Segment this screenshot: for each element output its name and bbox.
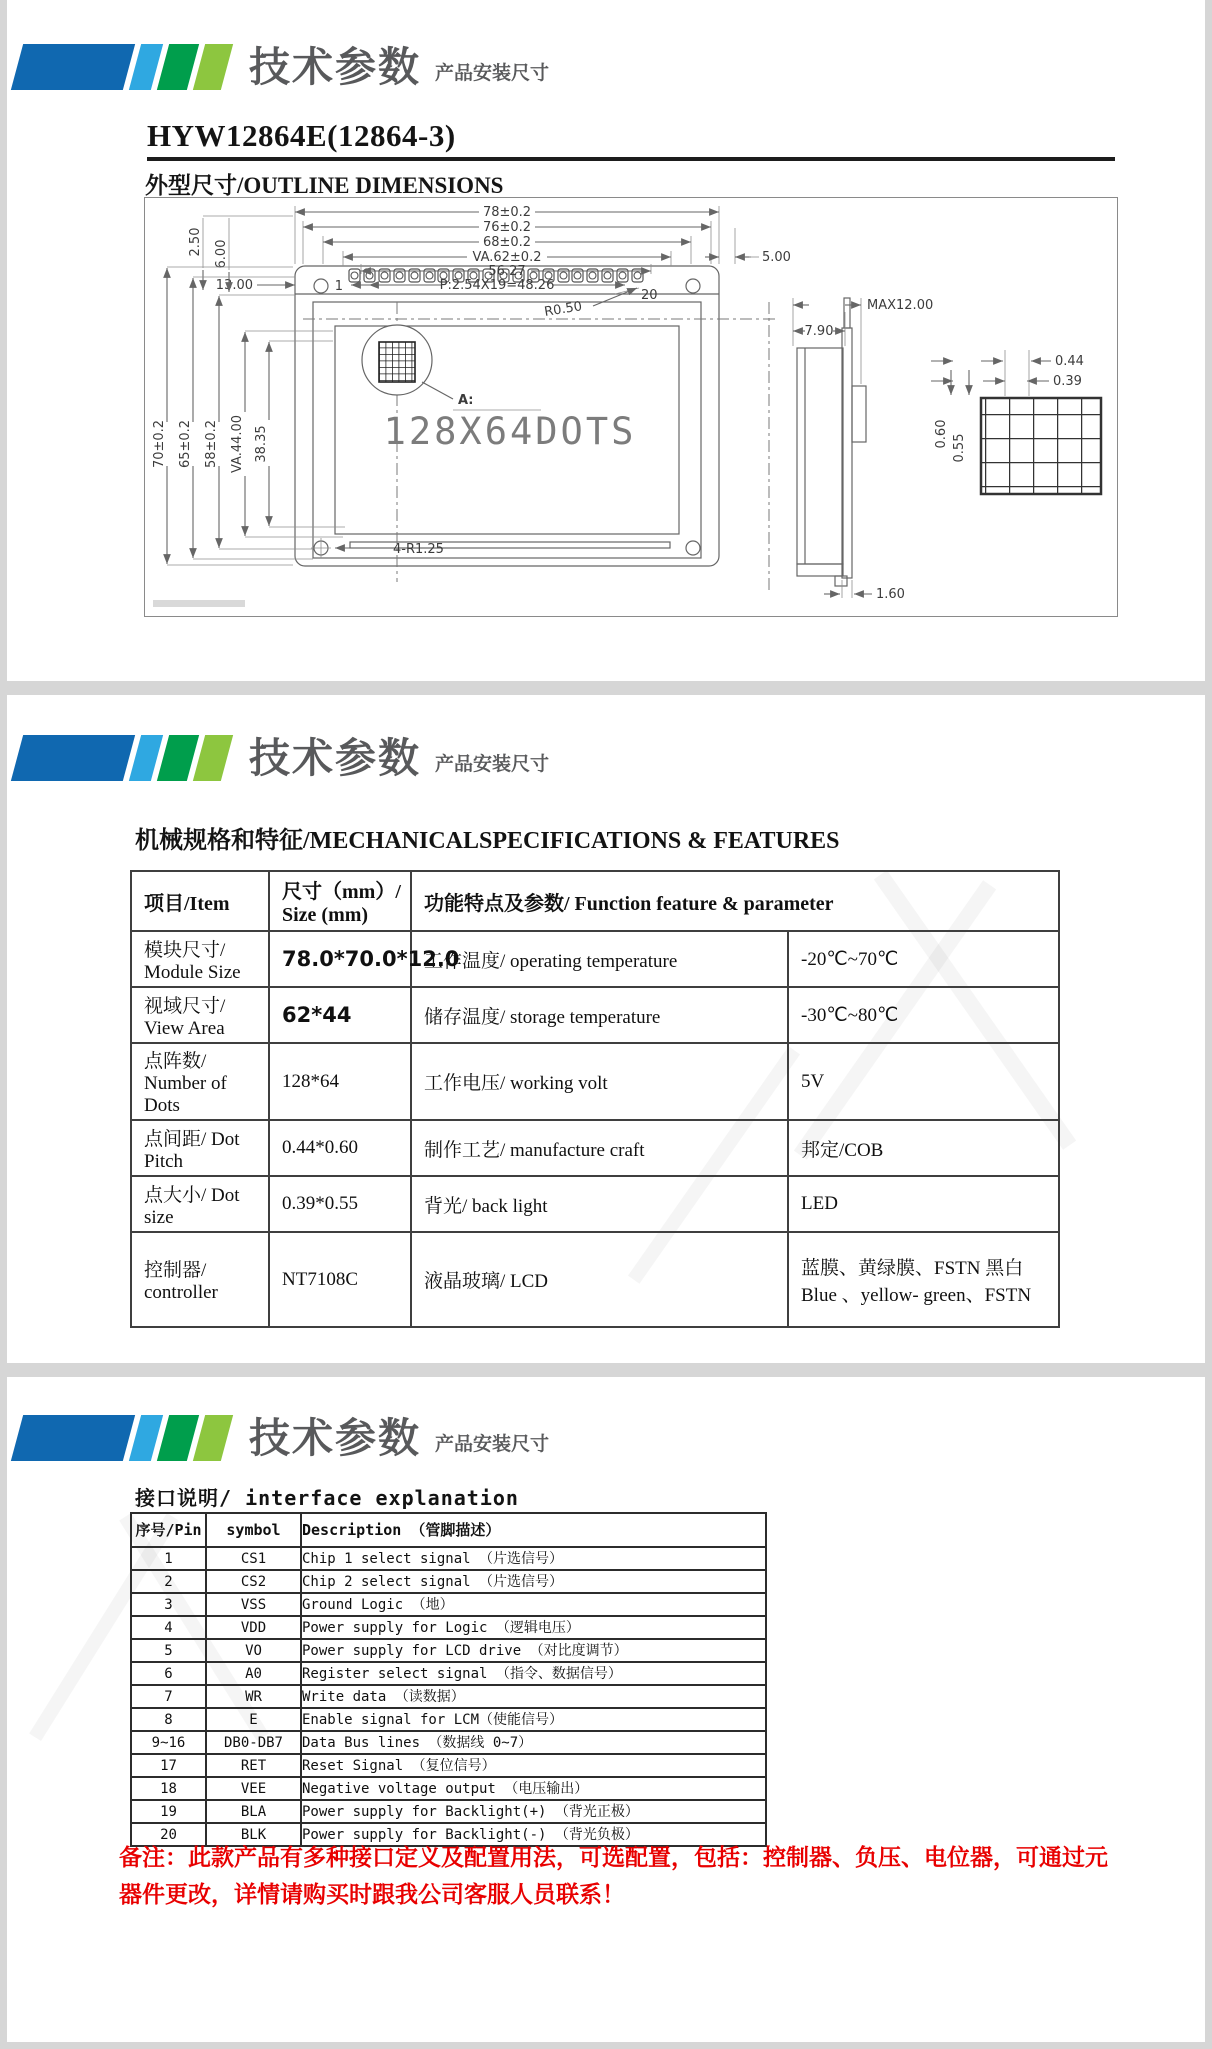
dim-600: 6.00 bbox=[214, 239, 229, 269]
dim-70: 70±0.2 bbox=[152, 419, 167, 469]
feature-cell: 背光/ back light bbox=[411, 1176, 788, 1232]
header-symbol: symbol bbox=[206, 1513, 301, 1547]
dim-250: 2.50 bbox=[188, 227, 203, 257]
symbol-cell: VO bbox=[206, 1639, 301, 1662]
table-row bbox=[131, 1547, 766, 1570]
table-row bbox=[131, 1662, 766, 1685]
pin-cell: 19 bbox=[131, 1800, 206, 1823]
banner-title: 技术参数 bbox=[249, 1415, 421, 1461]
desc-cell: Reset Signal （复位信号） bbox=[301, 1754, 766, 1777]
table-row bbox=[131, 1120, 1059, 1176]
desc-cell: Ground Logic （地） bbox=[301, 1593, 766, 1616]
table-row bbox=[131, 1754, 766, 1777]
table-row bbox=[131, 1176, 1059, 1232]
header-item: 项目/Item bbox=[131, 871, 269, 931]
mount-hole-icon bbox=[686, 541, 700, 555]
size-cell: 62*44 bbox=[269, 987, 411, 1043]
title-rule bbox=[147, 157, 1115, 161]
banner-subtitle: 产品安装尺寸 bbox=[435, 1434, 550, 1455]
table-row bbox=[131, 1800, 766, 1823]
spec-table bbox=[130, 870, 1060, 1328]
technical-drawing bbox=[145, 198, 1115, 614]
table-row bbox=[131, 1570, 766, 1593]
item-cell: 点阵数/ Number of Dots bbox=[131, 1043, 269, 1120]
detail-a bbox=[362, 325, 541, 410]
value-cell bbox=[788, 1232, 1059, 1327]
pin-cell: 2 bbox=[131, 1570, 206, 1593]
dot-grid-detail bbox=[931, 350, 1101, 494]
symbol-cell: A0 bbox=[206, 1662, 301, 1685]
top-dimensions bbox=[216, 205, 791, 293]
pin-1-label: 1 bbox=[334, 279, 343, 294]
pin-cell: 1 bbox=[131, 1547, 206, 1570]
pin-cell: 6 bbox=[131, 1662, 206, 1685]
pin-20-label: 20 bbox=[641, 288, 658, 303]
illegible-footnote bbox=[153, 600, 245, 607]
outline-drawing bbox=[144, 197, 1118, 617]
model-number: HYW12864E(12864-3) bbox=[147, 118, 456, 153]
pin-cell: 17 bbox=[131, 1754, 206, 1777]
dim-max12: MAX12.00 bbox=[867, 298, 934, 313]
symbol-cell: VDD bbox=[206, 1616, 301, 1639]
dim-76: 76±0.2 bbox=[482, 220, 532, 235]
detail-a-label: A: bbox=[458, 393, 474, 408]
size-cell: 128*64 bbox=[269, 1043, 411, 1120]
dim-va44: VA.44.00 bbox=[230, 414, 245, 474]
feature-cell: 工作电压/ working volt bbox=[411, 1043, 788, 1120]
desc-cell: Data Bus lines （数据线 0~7） bbox=[301, 1731, 766, 1754]
dim-5627: 56.27 bbox=[488, 264, 526, 279]
value-line2: Blue 、yellow- green、FSTN bbox=[801, 1284, 1032, 1306]
value-cell: -20℃~70℃ bbox=[788, 931, 1059, 987]
pin-cell: 9~16 bbox=[131, 1731, 206, 1754]
pin-cell: 20 bbox=[131, 1823, 206, 1846]
table-row bbox=[131, 987, 1059, 1043]
pin-table bbox=[130, 1512, 767, 1847]
dim-68: 68±0.2 bbox=[482, 235, 532, 250]
symbol-cell: VSS bbox=[206, 1593, 301, 1616]
desc-cell: Power supply for LCD drive （对比度调节） bbox=[301, 1639, 766, 1662]
desc-cell: Register select signal （指令、数据信号） bbox=[301, 1662, 766, 1685]
dim-58: 58±0.2 bbox=[204, 419, 219, 469]
dim-13: 13.00 bbox=[215, 278, 253, 293]
header-description: Description （管脚描述） bbox=[301, 1513, 766, 1547]
remark-note: 备注：此款产品有多种接口定义及配置用法，可选配置，包括：控制器、负压、电位器，可通过元器件更改，详情请购买时跟我公司客服人员联系！ bbox=[119, 1844, 1108, 1907]
table-row bbox=[131, 1639, 766, 1662]
desc-cell: Power supply for Backlight(+) （背光正极） bbox=[301, 1800, 766, 1823]
symbol-cell: DB0-DB7 bbox=[206, 1731, 301, 1754]
brand-stripes-icon bbox=[17, 44, 233, 90]
symbol-cell: BLA bbox=[206, 1800, 301, 1823]
value-cell: 邦定/COB bbox=[788, 1120, 1059, 1176]
dim-055: 0.55 bbox=[952, 433, 967, 463]
desc-cell: Power supply for Logic （逻辑电压） bbox=[301, 1616, 766, 1639]
interface-heading: 接口说明/ interface explanation bbox=[135, 1486, 519, 1510]
mount-hole-icon bbox=[686, 279, 700, 293]
size-cell: 0.44*0.60 bbox=[269, 1120, 411, 1176]
pin-cell: 8 bbox=[131, 1708, 206, 1731]
desc-cell: Negative voltage output （电压输出） bbox=[301, 1777, 766, 1800]
feature-cell: 液晶玻璃/ LCD bbox=[411, 1232, 788, 1327]
desc-cell: Chip 1 select signal （片选信号） bbox=[301, 1547, 766, 1570]
table-row bbox=[131, 931, 1059, 987]
banner-title: 技术参数 bbox=[249, 735, 421, 781]
item-cell: 点大小/ Dot size bbox=[131, 1176, 269, 1232]
desc-cell: Chip 2 select signal （片选信号） bbox=[301, 1570, 766, 1593]
side-view bbox=[793, 298, 933, 602]
feature-cell: 工作温度/ operating temperature bbox=[411, 931, 788, 987]
pin-cell: 3 bbox=[131, 1593, 206, 1616]
dim-65: 65±0.2 bbox=[178, 419, 193, 469]
size-cell: NT7108C bbox=[269, 1232, 411, 1327]
pin-cell: 7 bbox=[131, 1685, 206, 1708]
table-row bbox=[131, 1777, 766, 1800]
section-interface bbox=[7, 1377, 1205, 2042]
section-mechanical-specs bbox=[7, 695, 1205, 1363]
display-dots-text: 128X64DOTS bbox=[383, 410, 637, 453]
dim-044: 0.44 bbox=[1055, 354, 1084, 369]
brand-stripes-icon bbox=[17, 735, 233, 781]
symbol-cell: CS2 bbox=[206, 1570, 301, 1593]
table-row bbox=[131, 1731, 766, 1754]
banner-subtitle: 产品安装尺寸 bbox=[435, 63, 550, 84]
dim-060: 0.60 bbox=[934, 419, 949, 449]
value-line1: 蓝膜、黄绿膜、FSTN 黑白 bbox=[801, 1257, 1024, 1279]
brand-stripes-icon bbox=[17, 1415, 233, 1461]
table-row bbox=[131, 1232, 1059, 1327]
value-cell: -30℃~80℃ bbox=[788, 987, 1059, 1043]
desc-cell: Power supply for Backlight(-) （背光负极） bbox=[301, 1823, 766, 1846]
symbol-cell: RET bbox=[206, 1754, 301, 1777]
table-row bbox=[131, 1616, 766, 1639]
symbol-cell: CS1 bbox=[206, 1547, 301, 1570]
item-cell: 模块尺寸/ Module Size bbox=[131, 931, 269, 987]
dim-5: 5.00 bbox=[762, 250, 791, 265]
tech-params-banner bbox=[17, 42, 549, 94]
item-cell: 控制器/ controller bbox=[131, 1232, 269, 1327]
table-row bbox=[131, 1708, 766, 1731]
symbol-cell: VEE bbox=[206, 1777, 301, 1800]
dim-78: 78±0.2 bbox=[482, 205, 532, 220]
feature-cell: 制作工艺/ manufacture craft bbox=[411, 1120, 788, 1176]
item-cell: 视域尺寸/ View Area bbox=[131, 987, 269, 1043]
dim-r050 bbox=[543, 288, 637, 320]
banner-title: 技术参数 bbox=[249, 44, 421, 90]
table-header-row bbox=[131, 1513, 766, 1547]
desc-cell: Enable signal for LCM（使能信号） bbox=[301, 1708, 766, 1731]
table-row bbox=[131, 1593, 766, 1616]
size-cell: 78.0*70.0*12.0 bbox=[269, 931, 411, 987]
pin-cell: 4 bbox=[131, 1616, 206, 1639]
table-row bbox=[131, 1685, 766, 1708]
feature-cell: 储存温度/ storage temperature bbox=[411, 987, 788, 1043]
mech-heading: 机械规格和特征/MECHANICALSPECIFICATIONS & FEATURES bbox=[135, 828, 840, 854]
left-dimensions bbox=[152, 267, 345, 565]
svg-text:R0.50: R0.50 bbox=[543, 299, 584, 320]
size-cell: 0.39*0.55 bbox=[269, 1176, 411, 1232]
outline-heading: 外型尺寸/OUTLINE DIMENSIONS bbox=[145, 173, 504, 198]
item-cell: 点间距/ Dot Pitch bbox=[131, 1120, 269, 1176]
table-row bbox=[131, 1043, 1059, 1120]
dim-pitch: P:2.54X19=48.26 bbox=[439, 278, 555, 293]
header-feature: 功能特点及参数/ Function feature & parameter bbox=[411, 871, 1059, 931]
header-pin: 序号/Pin bbox=[131, 1513, 206, 1547]
table-header-row bbox=[131, 871, 1059, 931]
value-cell: 5V bbox=[788, 1043, 1059, 1120]
section-outline-dimensions bbox=[7, 0, 1205, 681]
dim-160: 1.60 bbox=[876, 587, 905, 602]
pin-cell: 18 bbox=[131, 1777, 206, 1800]
desc-cell: Write data （读数据） bbox=[301, 1685, 766, 1708]
banner-subtitle: 产品安装尺寸 bbox=[435, 754, 550, 775]
dim-va62: VA.62±0.2 bbox=[472, 250, 542, 265]
symbol-cell: BLK bbox=[206, 1823, 301, 1846]
tech-params-banner bbox=[17, 733, 549, 785]
mount-hole-icon bbox=[314, 279, 328, 293]
value-cell: LED bbox=[788, 1176, 1059, 1232]
header-size: 尺寸（mm）/ Size (mm) bbox=[269, 871, 411, 931]
dim-790: 7.90 bbox=[804, 324, 834, 339]
symbol-cell: WR bbox=[206, 1685, 301, 1708]
dim-4r125 bbox=[335, 542, 444, 557]
dim-039: 0.39 bbox=[1053, 374, 1082, 389]
symbol-cell: E bbox=[206, 1708, 301, 1731]
pin-cell: 5 bbox=[131, 1639, 206, 1662]
tech-params-banner bbox=[17, 1413, 549, 1465]
svg-text:4-R1.25: 4-R1.25 bbox=[393, 542, 444, 557]
dim-3835: 38.35 bbox=[254, 425, 269, 463]
